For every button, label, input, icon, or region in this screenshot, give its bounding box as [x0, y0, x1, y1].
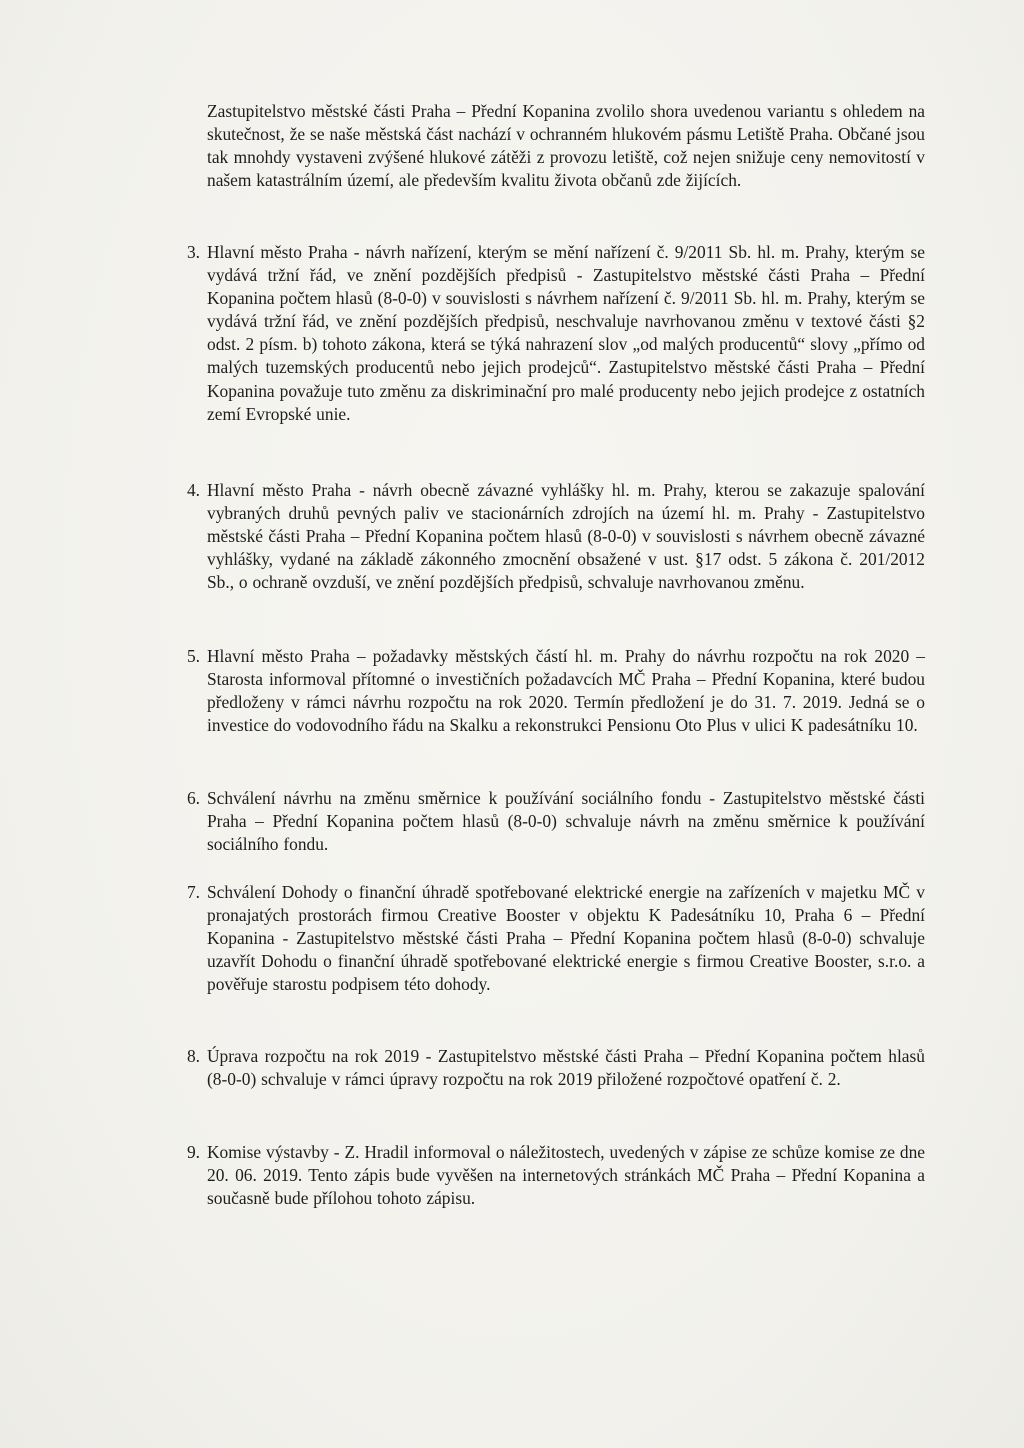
- item-text: Hlavní město Praha – požadavky městských částí hl. m. Prahy do návrhu rozpočtu na rok 2020 – Starosta informoval přítomné o investičních požadavcích MČ Praha – Přední Kopanina, které budou předloženy v rámci návrhu rozpočtu na rok 2020. Termín předložení je do 31. 7. 2019. Jedná se o investice do vodovodního řádu na Skalku a rekonstrukci Pensionu Oto Plus v ulici K padesátníku 10.: [207, 646, 925, 736]
- item-number: 4.: [186, 480, 200, 500]
- item-text: Hlavní město Praha - návrh obecně závazné vyhlášky hl. m. Prahy, kterou se zakazuje spalování vybraných druhů pevných paliv ve stacionárních zdrojích na území hl. m. Prahy - Zastupitelstvo městské části Praha – Přední Kopanina počtem hlasů (8-0-0) v souvislosti s návrhem obecně závazné vyhlášky, vydané na základě zákonného zmocnění obsažené v ust. §17 odst. 5 zákona č. 201/2012 Sb., o ochraně ovzduší, ve znění pozdějších předpisů, schvaluje navrhovanou změnu.: [207, 480, 925, 593]
- intro-paragraph: Zastupitelstvo městské části Praha – Přední Kopanina zvolilo shora uvedenou variantu s ohledem na skutečnost, že se naše městská část nachází v ochranném hlukovém pásmu Letiště Praha. Občané jsou tak mnohdy vystaveni zvýšené hlukové zátěži z provozu letiště, což nejen snižuje ceny nemovitostí v našem katastrálním území, ale především kvalitu života občanů zde žijících.: [207, 101, 925, 190]
- item-number: 6.: [186, 788, 200, 808]
- item-text: Schválení Dohody o finanční úhradě spotřebované elektrické energie na zařízeních v majetku MČ v pronajatých prostorách firmou Creative Booster v objektu K Padesátníku 10, Praha 6 – Přední Kopanina - Zastupitelstvo městské části Praha – Přední Kopanina počtem hlasů (8-0-0) schvaluje uzavřít Dohodu o finanční úhradě spotřebované elektrické energie s firmou Creative Booster, s.r.o. a pověřuje starostu podpisem této dohody.: [207, 882, 925, 995]
- item-number: 9.: [186, 1142, 200, 1162]
- item-text: Schválení návrhu na změnu směrnice k používání sociálního fondu - Zastupitelstvo městské části Praha – Přední Kopanina počtem hlasů (8-0-0) schvaluje návrh na změnu směrnice k používání sociálního fondu.: [207, 788, 925, 855]
- item-number: 8.: [186, 1046, 200, 1066]
- item-number: 3.: [186, 242, 200, 262]
- item-text: Úprava rozpočtu na rok 2019 - Zastupitelstvo městské části Praha – Přední Kopanina počtem hlasů (8-0-0) schvaluje v rámci úpravy rozpočtu na rok 2019 přiložené rozpočtové opatření č. 2.: [207, 1046, 925, 1090]
- item-number: 7.: [186, 882, 200, 902]
- item-text: Komise výstavby - Z. Hradil informoval o náležitostech, uvedených v zápise ze schůze komise ze dne 20. 06. 2019. Tento zápis bude vyvěšen na internetových stránkách MČ Praha – Přední Kopanina a současně bude přílohou tohoto zápisu.: [207, 1142, 925, 1209]
- item-number: 5.: [186, 646, 200, 666]
- item-text: Hlavní město Praha - návrh nařízení, kterým se mění nařízení č. 9/2011 Sb. hl. m. Prahy, kterým se vydává tržní řád, ve znění pozdějších předpisů - Zastupitelstvo městské části Praha – Přední Kopanina počtem hlasů (8-0-0) v souvislosti s návrhem nařízení č. 9/2011 Sb. hl. m. Prahy, kterým se vydává tržní řád, ve znění pozdějších předpisů, neschvaluje navrhovanou změnu v textové části §2 odst. 2 písm. b) tohoto zákona, která se týká nahrazení slov „od malých producentů“ slovy „přímo od malých tuzemských producentů nebo jejich prodejců“. Zastupitelstvo městské části Praha – Přední Kopanina považuje tuto změnu za diskriminační pro malé producenty nebo jejich prodejce z ostatních zemí Evropské unie.: [207, 242, 925, 424]
